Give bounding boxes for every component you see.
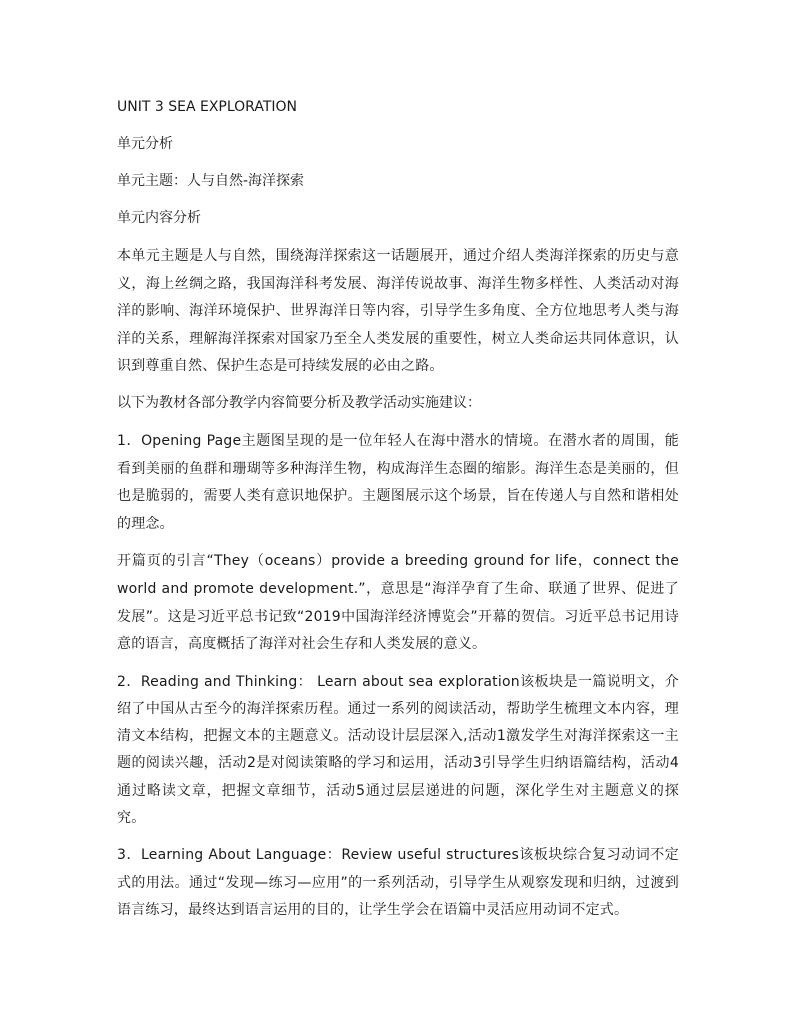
document-page	[117, 95, 679, 935]
intro-paragraph: 本单元主题是人与自然，围绕海洋探索这一话题展开，通过介绍人类海洋探索的历史与意义，海上丝绸之路，我国海洋科考发展、海洋传说故事、海洋生物多样性、人类活动对海洋的影响、海洋环境保护、世界海洋日等内容，引导学生多角度、全方位地思考人类与海洋的关系，理解海洋探索对国家乃至全人类发展的重要性，树立人类命运共同体意识，认识到尊重自然、保护生态是可持续发展的必由之路。	[117, 248, 679, 375]
item-2-paragraph: 2．Reading and Thinking： Learn about sea exploration该板块是一篇说明文，介绍了中国从古至今的海洋探索历程。通过一系列的阅读活动，帮助学生梳理文本内容，理清文本结构，把握文本的主题意义。活动设计层层深入,活动1激发学生对海洋探索这一主题的阅读兴趣，活动2是对阅读策略的学习和运用，活动3引导学生归纳语篇结构，活动4通过略读文章，把握文章细节，活动5通过层层递进的问题，深化学生对主题意义的探究。	[117, 673, 679, 826]
quote-paragraph: 开篇页的引言“They（oceans）provide a breeding ground for life，connect the world and promote development.”，意思是“海洋孕育了生命、联通了世界、促进了发展”。这是习近平总书记致“2019中国海洋经济博览会”开幕的贺信。习近平总书记用诗意的语言，高度概括了海洋对社会生存和人类发展的意义。	[117, 553, 679, 653]
item-3-paragraph: 3．Learning About Language：Review useful structures该板块综合复习动词不定式的用法。通过“发现—练习—应用”的一系列活动，引导学生从观察发现和归纳，过渡到语言练习，最终达到语言运用的目的，让学生学会在语篇中灵活应用动词不定式。	[117, 846, 679, 919]
item-1-paragraph: 1．Opening Page主题图呈现的是一位年轻人在海中潜水的情境。在潜水者的周围，能看到美丽的鱼群和珊瑚等多种海洋生物，构成海洋生态圈的缩影。海洋生态是美丽的，但也是脆弱的，需要人类有意识地保护。主题图展示这个场景，旨在传递人与自然和谐相处的理念。	[117, 432, 679, 532]
unit-title: UNIT 3 SEA EXPLORATION	[117, 99, 297, 115]
section-heading-content-analysis: 单元内容分析	[117, 210, 201, 226]
unit-theme: 单元主题：人与自然-海洋探索	[117, 173, 305, 189]
lead-sentence: 以下为教材各部分教学内容简要分析及教学活动实施建议：	[117, 394, 481, 411]
section-heading-analysis: 单元分析	[117, 136, 173, 152]
